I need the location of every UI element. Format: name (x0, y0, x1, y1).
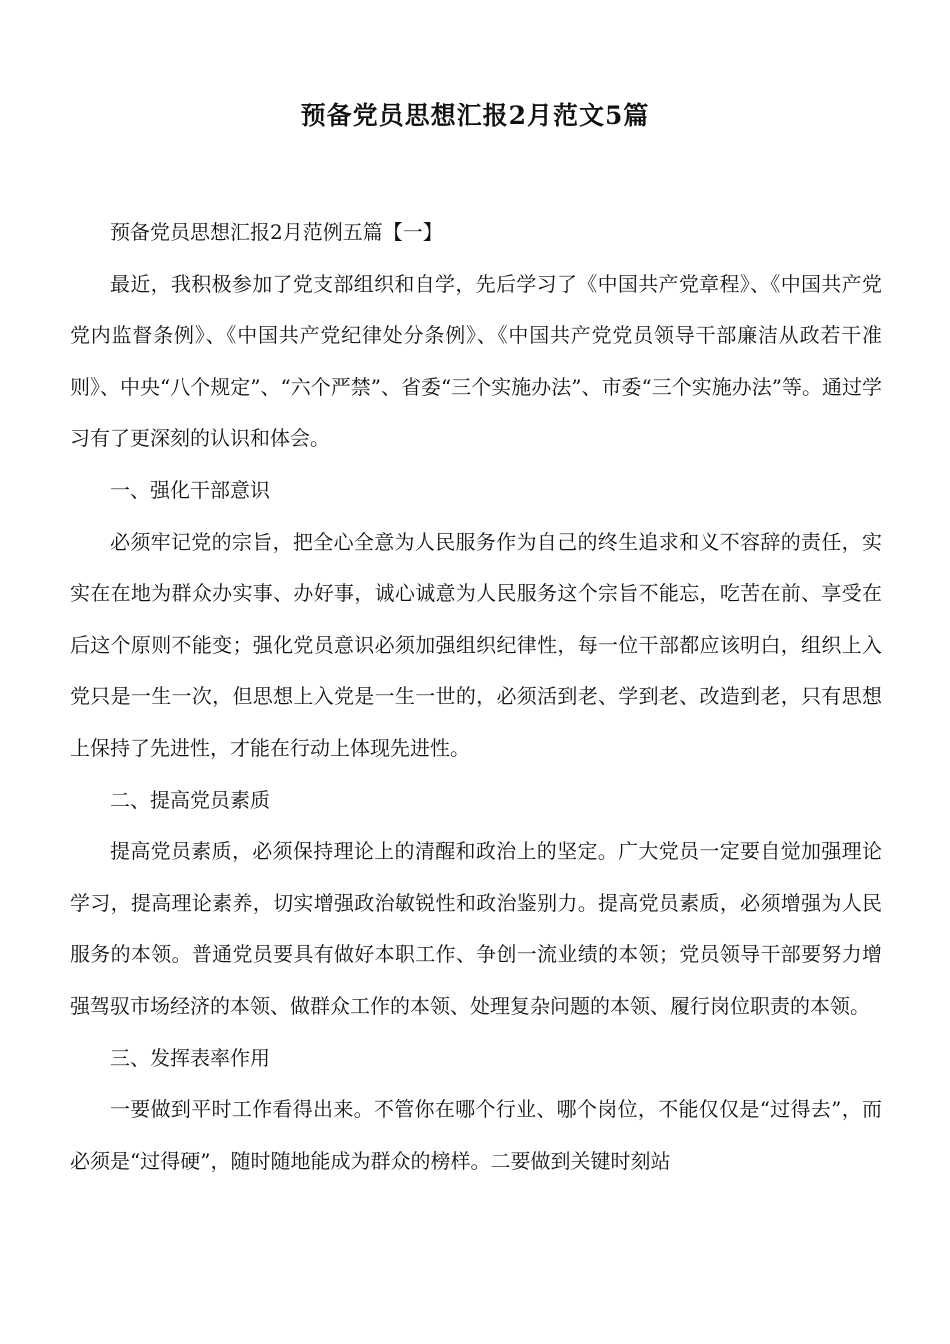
paragraph: 必须牢记党的宗旨，把全心全意为人民服务作为自己的终生追求和义不容辞的责任，实实在在地为群众办实事、办好事，诚心诚意为人民服务这个宗旨不能忘，吃苦在前、享受在后这个原则不能变；强化党员意识必须加强组织纪律性，每一位干部都应该明白，组织上入党只是一生一次，但思想上入党是一生一世的，必须活到老、学到老、改造到老，只有思想上保持了先进性，才能在行动上体现先进性。 (70, 529, 882, 760)
section-heading: 预备党员思想汇报2月范例五篇【一】 (110, 220, 443, 244)
paragraph: 一要做到平时工作看得出来。不管你在哪个行业、哪个岗位，不能仅仅是“过得去”，而必须是“过得硬”，随时随地能成为群众的榜样。二要做到关键时刻站 (70, 1097, 882, 1173)
subsection-heading: 三、发挥表率作用 (110, 1045, 270, 1070)
paragraph: 提高党员素质，必须保持理论上的清醒和政治上的坚定。广大党员一定要自觉加强理论学习，提高理论素养，切实增强政治敏锐性和政治鉴别力。提高党员素质，必须增强为人民服务的本领。普通党员要具有做好本职工作、争创一流业绩的本领；党员领导干部要努力增强驾驭市场经济的本领、做群众工作的本领、处理复杂问题的本领、履行岗位职责的本领。 (70, 839, 882, 1018)
paragraph: 最近，我积极参加了党支部组织和自学，先后学习了《中国共产党章程》、《中国共产党党内监督条例》、《中国共产党纪律处分条例》、《中国共产党党员领导干部廉洁从政若干准则》、中央“八个规定”、“六个严禁”、省委“三个实施办法”、市委“三个实施办法”等。通过学习有了更深刻的认识和体会。 (70, 271, 882, 451)
subsection-heading: 二、提高党员素质 (110, 787, 270, 812)
document-body (70, 207, 882, 1187)
subsection-heading: 一、强化干部意识 (110, 477, 270, 502)
document-title: 预备党员思想汇报2月范文5篇 (300, 101, 650, 130)
